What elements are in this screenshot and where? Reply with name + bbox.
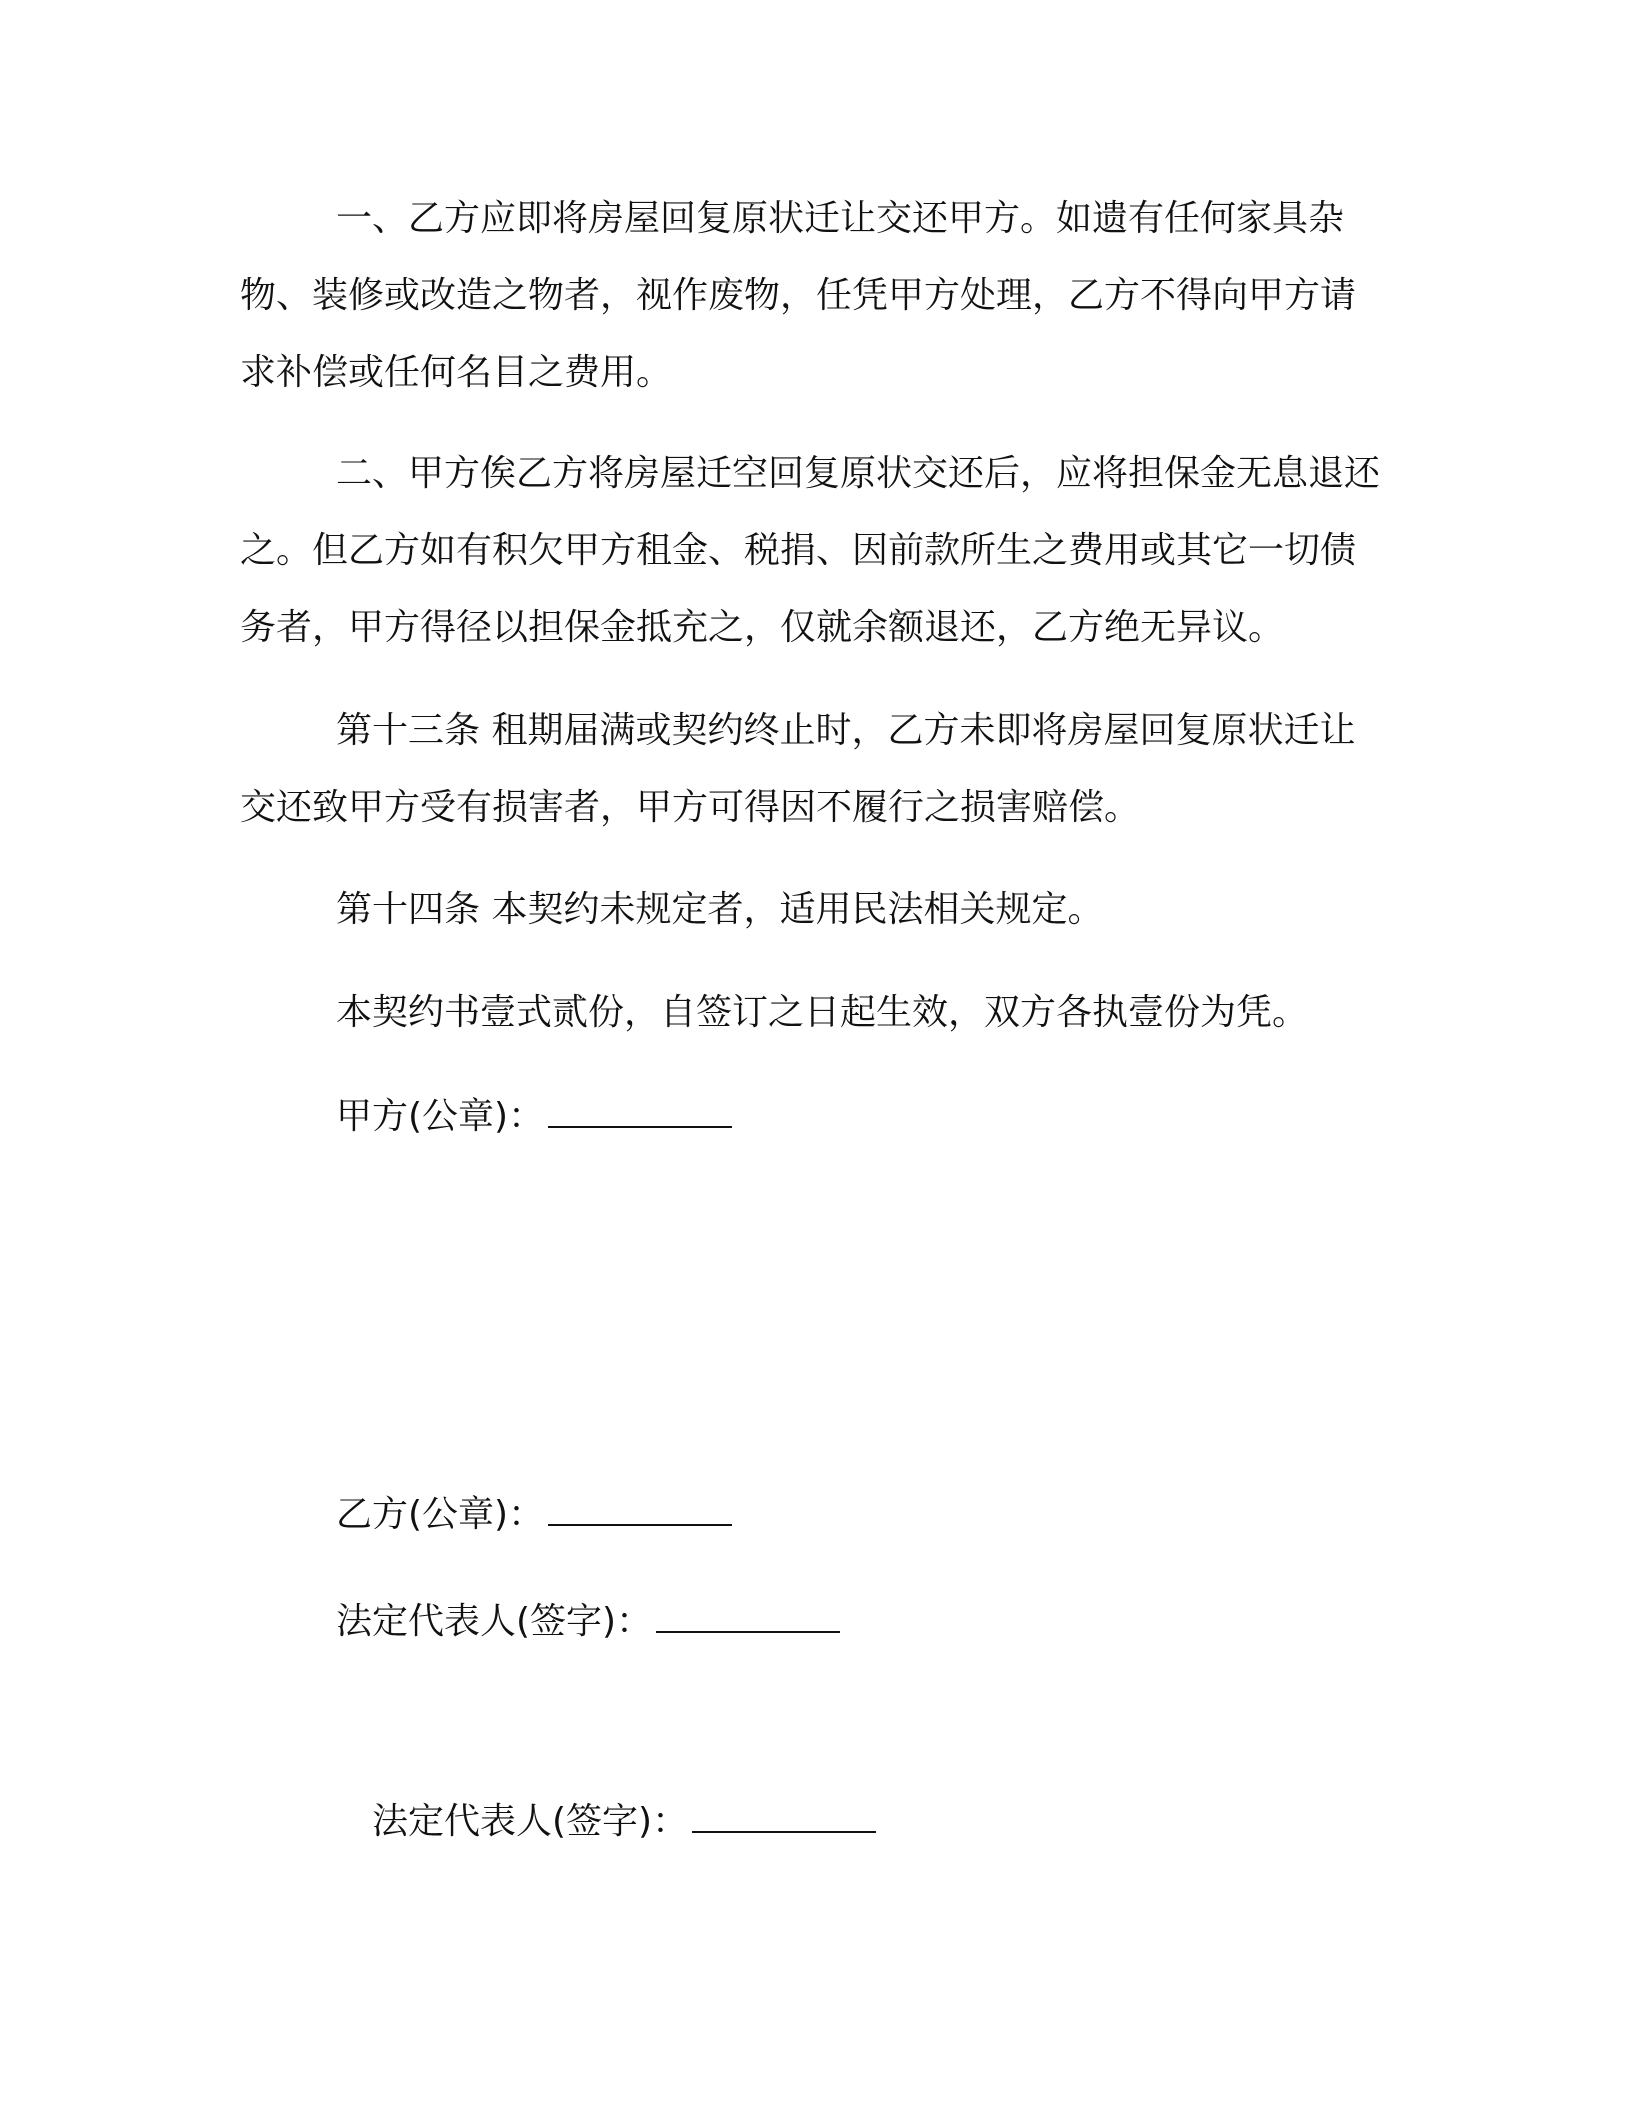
legal-rep-1-blank [656,1630,840,1633]
party-a-signature-line [336,1092,732,1142]
party-a-label: 甲方(公章)： [336,1096,545,1137]
party-b-signature-line [336,1490,732,1540]
clause-item-2: 二、甲方俟乙方将房屋迁空回复原状交还后，应将担保金无息退还之。但乙方如有积欠甲方租金、税捐、因前款所生之费用或其它一切债务者，甲方得径以担保金抵充之，仅就余额退还，乙方绝无异议。 [240,453,1381,648]
legal-rep-1-signature-line [336,1597,840,1647]
legal-rep-2-label: 法定代表人(签字)： [372,1801,689,1842]
legal-rep-2-signature-line [372,1797,876,1847]
party-b-label: 乙方(公章)： [336,1494,545,1535]
party-b-blank [548,1523,732,1526]
legal-rep-1-label: 法定代表人(签字)： [336,1601,653,1642]
clause-item-1: 一、乙方应即将房屋回复原状迁让交还甲方。如遗有任何家具杂物、装修或改造之物者，视作废物，任凭甲方处理，乙方不得向甲方请求补偿或任何名目之费用。 [240,198,1357,393]
effect-clause: 本契约书壹式贰份，自签订之日起生效，双方各执壹份为凭。 [336,992,1309,1033]
article-14: 第十四条 本契约未规定者，适用民法相关规定。 [336,889,1104,930]
article-13: 第十三条 租期届满或契约终止时，乙方未即将房屋回复原状迁让交还致甲方受有损害者，甲方可得因不履行之损害赔偿。 [240,710,1356,828]
party-a-blank [548,1125,732,1128]
legal-rep-2-blank [692,1830,876,1833]
